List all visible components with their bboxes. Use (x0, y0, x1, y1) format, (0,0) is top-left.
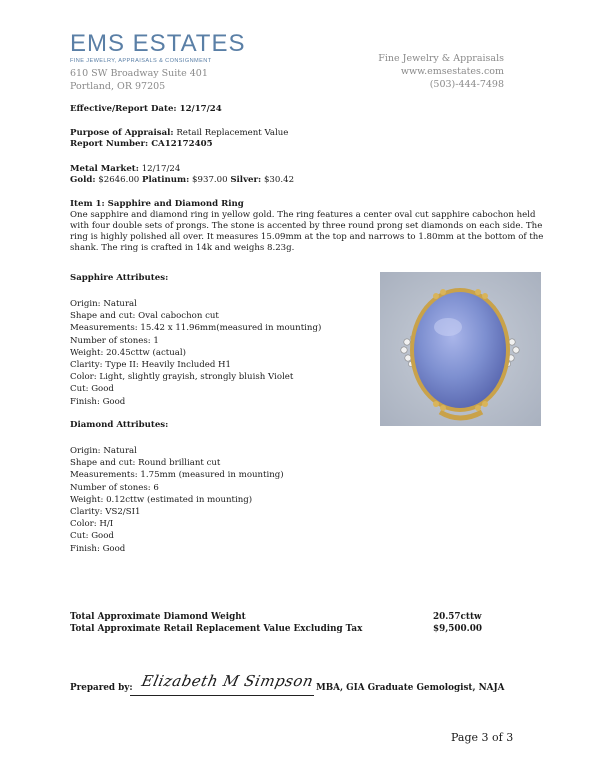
diamond-attr-line: Origin: Natural (70, 446, 137, 456)
total-retail-value-label: Total Approximate Retail Replacement Value Excluding Tax (70, 624, 363, 634)
ring-photo (380, 272, 541, 426)
item-title: Item 1: Sapphire and Diamond Ring (70, 199, 244, 209)
item-description (70, 210, 544, 254)
description-line: shank. The ring is crafted in 14k and weighs 8.23g. (70, 243, 295, 253)
sapphire-heading: Sapphire Attributes: (70, 273, 169, 283)
page-number: Page 3 of 3 (451, 731, 514, 744)
diamond-attr-line: Measurements: 1.75mm (measured in mounting) (70, 470, 284, 481)
silver-value: $30.42 (263, 175, 295, 185)
silver-label: Silver: (230, 175, 262, 185)
sapphire-attr-line: Color: Light, slightly grayish, strongly bluish Violet (70, 372, 294, 383)
platinum-value: $937.00 (192, 175, 228, 185)
header-phone: (503)-444-7498 (429, 79, 504, 90)
total-retail-value-value: $9,500.00 (433, 624, 482, 634)
address-line-2: Portland, OR 97205 (70, 81, 166, 92)
sapphire-attr-line: Cut: Good (70, 384, 114, 395)
total-diamond-weight-value: 20.57cttw (433, 612, 482, 622)
effective-date: Effective/Report Date: 12/17/24 (70, 104, 222, 114)
description-line: with four double sets of prongs. The stone is accented by three round prong set diamonds on each side. The (70, 221, 543, 231)
sapphire-attr-line: Measurements: 15.42 x 11.96mm(measured in mounting) (70, 323, 322, 334)
diamond-attributes (70, 445, 284, 555)
platinum-label: Platinum: (142, 175, 190, 185)
report-number: Report Number: CA12172405 (70, 139, 213, 149)
purpose-value: Retail Replacement Value (176, 128, 289, 138)
diamond-attr-line: Number of stones: 6 (70, 482, 159, 493)
gold-label: Gold: (70, 175, 96, 185)
diamond-attr-line: Finish: Good (70, 543, 126, 554)
metal-market-line (70, 164, 180, 175)
sapphire-attr-line: Shape and cut: Oval cabochon cut (70, 311, 219, 322)
metal-market-label: Metal Market: (70, 164, 139, 174)
sapphire-attr-line: Origin: Natural (70, 299, 137, 309)
diamond-attr-line: Cut: Good (70, 531, 114, 542)
diamond-attr-line: Weight: 0.12cttw (estimated in mounting) (70, 494, 253, 505)
prepared-by-label: Prepared by: (70, 683, 133, 693)
diamond-heading: Diamond Attributes: (70, 420, 169, 430)
sapphire-attr-line: Finish: Good (70, 396, 126, 407)
appraiser-credentials: MBA, GIA Graduate Gemologist, NAJA (316, 683, 505, 693)
ring-illustration (380, 272, 541, 426)
sapphire-attr-line: Clarity: Type II: Heavily Included H1 (70, 360, 232, 371)
metal-prices-line (70, 175, 294, 186)
sapphire-attr-line: Weight: 20.45cttw (actual) (70, 347, 186, 358)
address-line-1: 610 SW Broadway Suite 401 (70, 68, 208, 79)
header-website: www.emsestates.com (400, 66, 504, 77)
header-services: Fine Jewelry & Appraisals (378, 53, 504, 64)
diamond-attr-line: Clarity: VS2/SI1 (70, 507, 141, 518)
purpose-line (70, 128, 288, 139)
brand-tagline: FINE JEWELRY, APPRAISALS & CONSIGNMENT (70, 58, 212, 64)
gold-value: $2646.00 (98, 175, 140, 185)
diamond-attr-line: Color: H/I (70, 519, 114, 530)
sapphire-attr-line: Number of stones: 1 (70, 335, 159, 346)
signature-line (130, 695, 314, 696)
signature: Elizabeth M Simpson (140, 672, 316, 690)
description-line: One sapphire and diamond ring in yellow gold. The ring features a center oval cut sapphire cabochon held (70, 210, 536, 220)
purpose-label: Purpose of Appraisal: (70, 128, 174, 138)
brand-logo: EMS ESTATES (70, 30, 246, 57)
sapphire-attributes (70, 298, 321, 408)
diamond-attr-line: Shape and cut: Round brilliant cut (70, 458, 221, 469)
metal-market-value: 12/17/24 (141, 164, 181, 174)
total-diamond-weight-label: Total Approximate Diamond Weight (70, 612, 246, 622)
description-line: ring is highly polished all over. It measures 15.09mm at the top and narrows to 1.80mm at the bottom of the (70, 232, 544, 242)
